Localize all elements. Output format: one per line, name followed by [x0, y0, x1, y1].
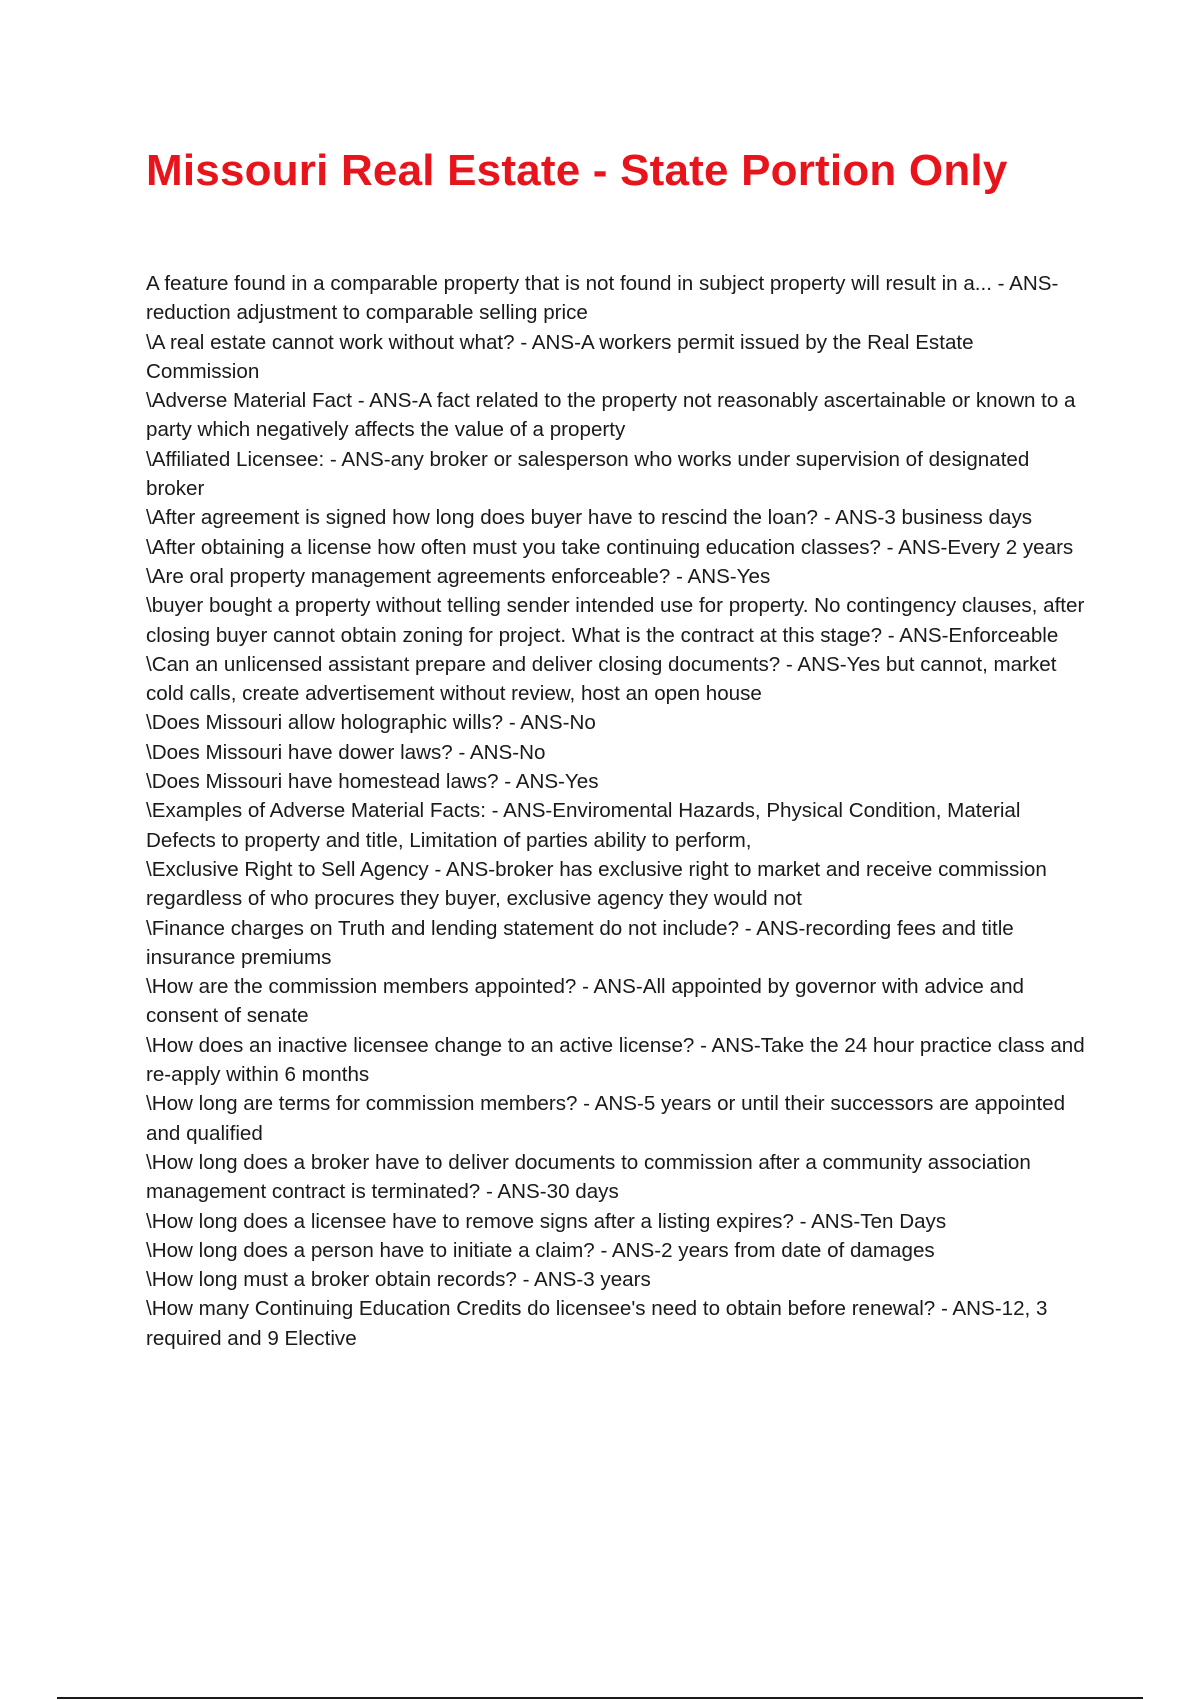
qa-item: \Exclusive Right to Sell Agency - ANS-broker has exclusive right to market and receive commission regardless of who procures they buyer, exclusive agency they would not — [146, 857, 1047, 911]
qa-item: \How long does a person have to initiate a claim? - ANS-2 years from date of damages — [146, 1238, 935, 1262]
qa-item: \A real estate cannot work without what? - ANS-A workers permit issued by the Real Estate Commission — [146, 330, 974, 383]
qa-item: \Adverse Material Fact - ANS-A fact related to the property not reasonably ascertainable or known to a party which negatively affects the value of a property — [146, 389, 1076, 442]
qa-item: \Can an unlicensed assistant prepare and deliver closing documents? - ANS-Yes but cannot, market cold calls, create advertisement without review, host an open house — [146, 652, 1057, 706]
qa-item: A feature found in a comparable property that is not found in subject property will result in a... - ANS-reduction adjustment to comparable selling price — [146, 272, 1059, 325]
qa-item: \Does Missouri have dower laws? - ANS-No — [146, 740, 546, 764]
qa-item: \Finance charges on Truth and lending statement do not include? - ANS-recording fees and title insurance premiums — [146, 916, 1014, 969]
footer-divider — [57, 1697, 1143, 1699]
qa-item: \How long must a broker obtain records? - ANS-3 years — [146, 1268, 651, 1292]
qa-item: \How long does a broker have to deliver documents to commission after a community association management contract is terminated? - ANS-30 days — [146, 1150, 1031, 1204]
page-title: Missouri Real Estate - State Portion Only — [146, 146, 1008, 195]
qa-item: \Examples of Adverse Material Facts: - ANS-Enviromental Hazards, Physical Condition, Material Defects to property and title, Limitation of parties ability to perform, — [146, 799, 1021, 852]
qa-item: \How many Continuing Education Credits do licensee's need to obtain before renewal? - ANS-12, 3 required and 9 Elective — [146, 1297, 1048, 1350]
qa-item: \After agreement is signed how long does buyer have to rescind the loan? - ANS-3 business days — [146, 506, 1033, 530]
qa-item: \Affiliated Licensee: - ANS-any broker or salesperson who works under supervision of designated broker — [146, 447, 1030, 501]
qa-item: \After obtaining a license how often must you take continuing education classes? - ANS-Every 2 years — [146, 535, 1074, 559]
qa-list — [146, 269, 1091, 1353]
qa-item: \Does Missouri allow holographic wills? - ANS-No — [146, 711, 596, 735]
qa-item: \Are oral property management agreements enforceable? - ANS-Yes — [146, 564, 771, 588]
qa-item: \How long are terms for commission members? - ANS-5 years or until their successors are appointed and qualified — [146, 1092, 1066, 1145]
qa-item: \How long does a licensee have to remove signs after a listing expires? - ANS-Ten Days — [146, 1209, 947, 1233]
qa-item: \Does Missouri have homestead laws? - ANS-Yes — [146, 770, 599, 794]
qa-item: \How does an inactive licensee change to an active license? - ANS-Take the 24 hour practice class and re-apply within 6 months — [146, 1033, 1085, 1087]
qa-item: \How are the commission members appointed? - ANS-All appointed by governor with advice and consent of senate — [146, 975, 1024, 1028]
qa-item: \buyer bought a property without telling sender intended use for property. No contingency clauses, after closing buyer cannot obtain zoning for project. What is the contract at this stage? - ANS-Enforceable — [146, 594, 1085, 647]
